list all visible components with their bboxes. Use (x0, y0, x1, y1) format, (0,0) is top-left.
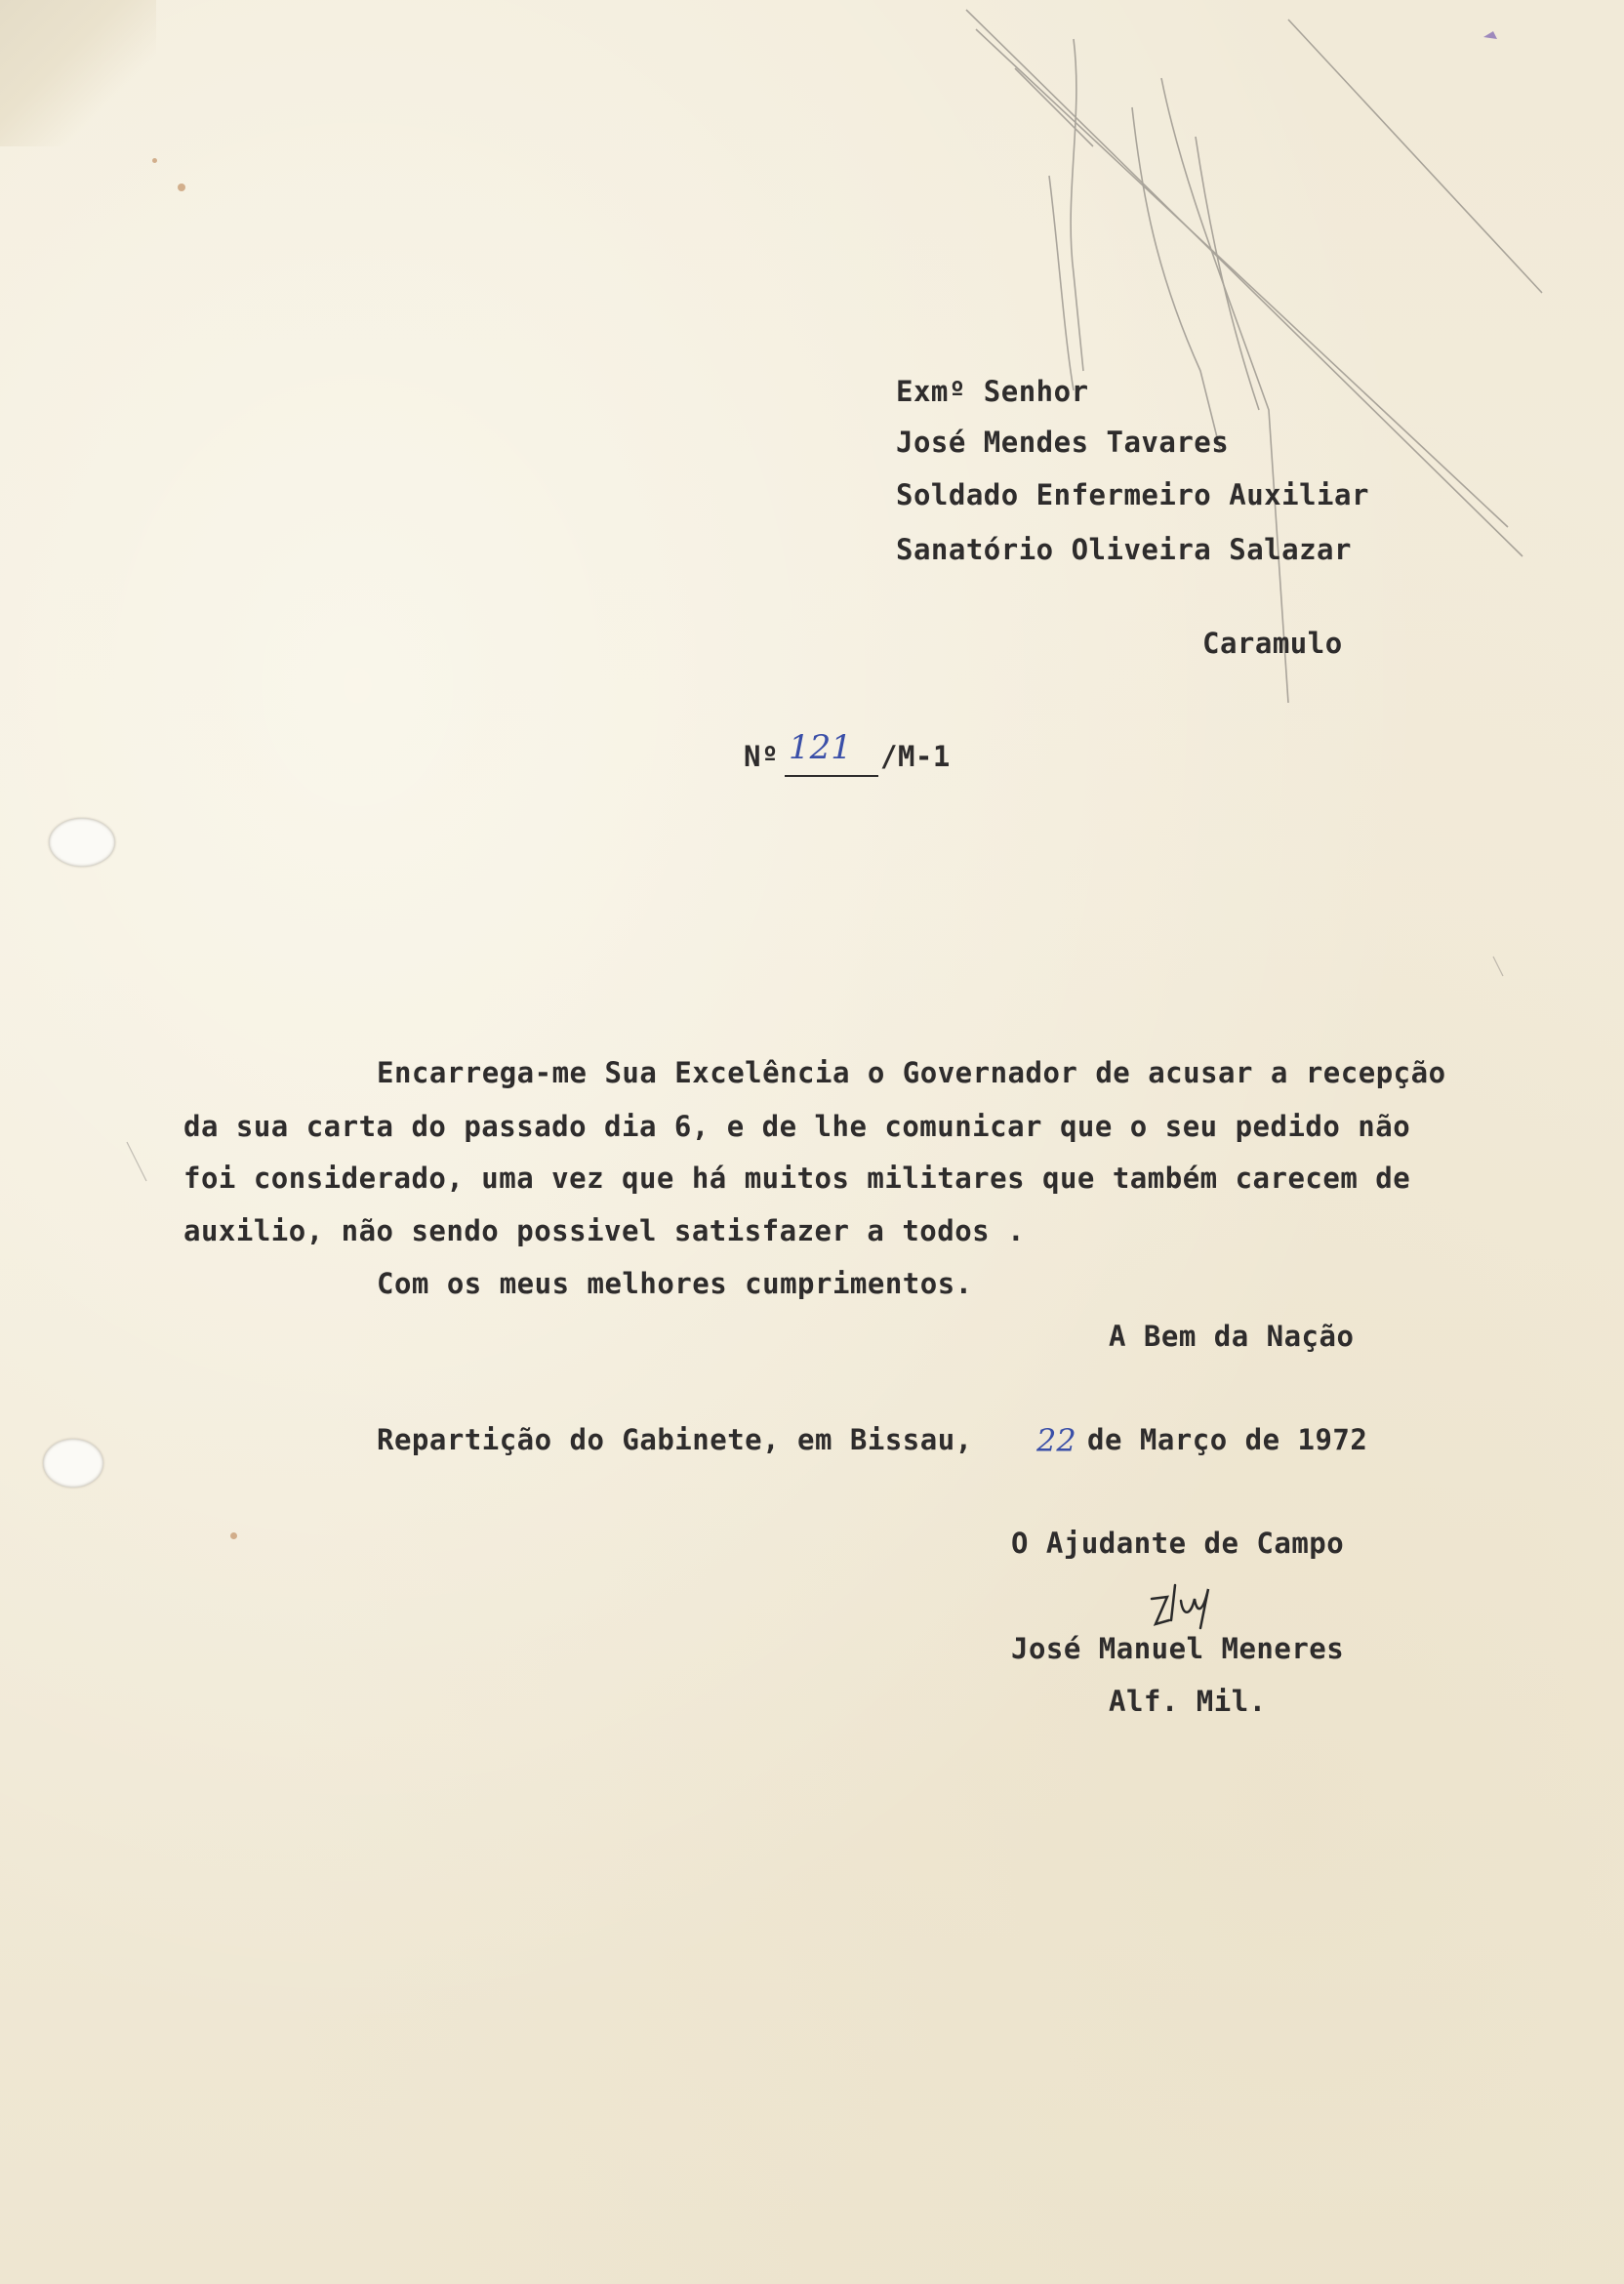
signatory-name: José Manuel Meneres (1011, 1632, 1345, 1665)
recipient-salutation: Exmº Senhor (896, 375, 1089, 408)
reference-suffix: /M-1 (880, 740, 951, 773)
recipient-name: José Mendes Tavares (896, 426, 1230, 459)
stain-mark (152, 158, 157, 163)
reference-number-underline (785, 775, 878, 777)
handwritten-initials (1148, 1577, 1236, 1636)
motto: A Bem da Nação (1109, 1320, 1355, 1353)
dateline-day: 22 (1036, 1422, 1076, 1459)
body-line: auxilio, não sendo possivel satisfazer a todos . (183, 1214, 1026, 1247)
recipient-institution: Sanatório Oliveira Salazar (896, 533, 1352, 566)
stain-mark (178, 184, 185, 191)
stain-mark (230, 1532, 237, 1539)
reference-prefix: Nº (744, 740, 779, 773)
body-line: Encarrega-me Sua Excelência o Governador de acusar a recepção (377, 1056, 1446, 1089)
body-line: foi considerado, uma vez que há muitos militares que também carecem de (183, 1162, 1411, 1195)
dateline-rest: de Março de 1972 (1087, 1423, 1368, 1456)
punch-hole-upper (49, 818, 115, 867)
dateline-place: Repartição do Gabinete, em Bissau, (377, 1423, 973, 1456)
reference-number: 121 (789, 728, 852, 767)
recipient-position: Soldado Enfermeiro Auxiliar (896, 478, 1369, 511)
closing-greeting: Com os meus melhores cumprimentos. (377, 1267, 973, 1300)
signatory-title: O Ajudante de Campo (1011, 1527, 1345, 1560)
signatory-rank: Alf. Mil. (1109, 1685, 1267, 1718)
recipient-location: Caramulo (1202, 627, 1343, 660)
body-line: da sua carta do passado dia 6, e de lhe comunicar que o seu pedido não (183, 1110, 1411, 1143)
punch-hole-lower (43, 1439, 103, 1488)
